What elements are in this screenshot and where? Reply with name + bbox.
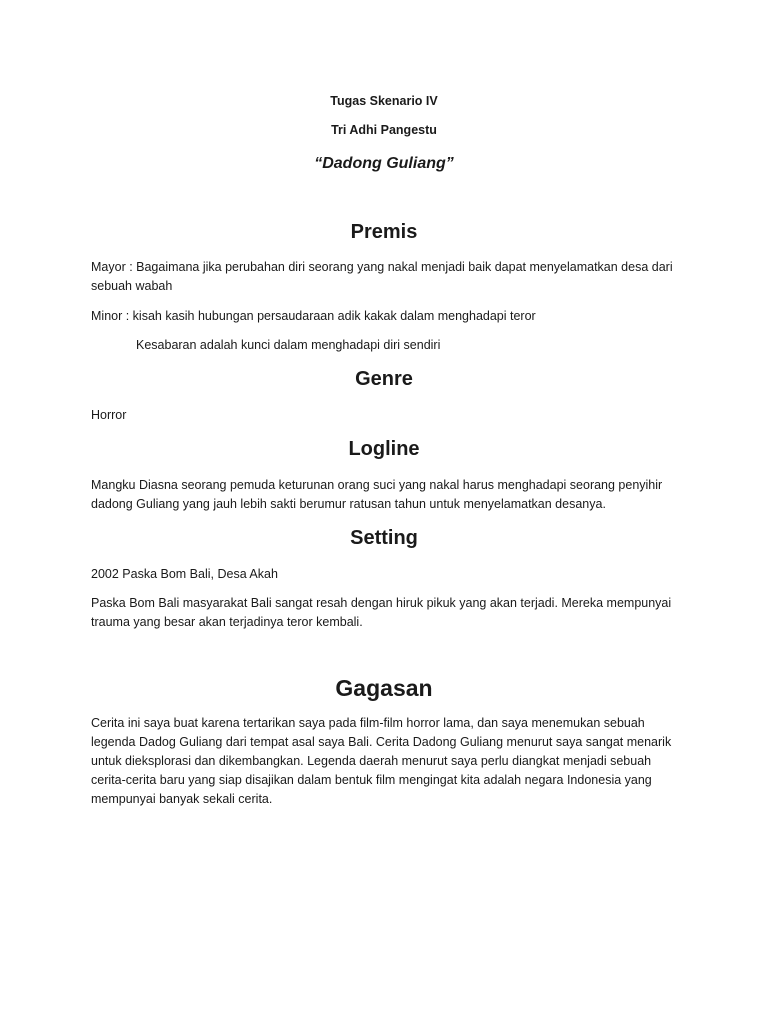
genre-value: Horror (91, 408, 127, 422)
setting-description (91, 594, 671, 632)
logline-line: dadong Guliang yang jauh lebih sakti berumur ratusan tahun untuk menyelamatkan desanya. (91, 497, 606, 511)
heading-setting: Setting (350, 527, 418, 549)
premis-minor-extra: Kesabaran adalah kunci dalam menghadapi diri sendiri (136, 338, 441, 352)
setting-line: trauma yang besar akan terjadinya teror kembali. (91, 615, 363, 629)
logline-line: Mangku Diasna seorang pemuda keturunan orang suci yang nakal harus menghadapi seorang penyihir (91, 478, 663, 492)
heading-logline: Logline (348, 438, 420, 460)
gagasan-line: cerita-cerita baru yang siap disajikan dalam bentuk film mengingat kita adalah negara Indonesia yang (91, 773, 652, 787)
gagasan-line: mempunyai banyak sekali cerita. (91, 792, 273, 806)
heading-premis: Premis (350, 221, 418, 243)
premis-mayor-line: sebuah wabah (91, 279, 173, 293)
premis-mayor-line: Mayor : Bagaimana jika perubahan diri seorang yang nakal menjadi baik dapat menyelamatkan desa dari (91, 260, 673, 274)
assignment-title: Tugas Skenario IV (330, 94, 438, 108)
heading-gagasan: Gagasan (335, 675, 433, 701)
logline-text (91, 476, 662, 514)
story-title: “Dadong Guliang” (314, 155, 454, 172)
premis-mayor (91, 258, 673, 296)
gagasan-line: Cerita ini saya buat karena tertarikan saya pada film-film horror lama, dan saya menemukan sebuah (91, 716, 645, 730)
heading-genre: Genre (355, 368, 413, 390)
premis-minor: Minor : kisah kasih hubungan persaudaraan adik kakak dalam menghadapi teror (91, 309, 536, 323)
setting-line: Paska Bom Bali masyarakat Bali sangat resah dengan hiruk pikuk yang akan terjadi. Mereka mempunyai (91, 596, 672, 610)
author-name: Tri Adhi Pangestu (331, 123, 437, 137)
gagasan-text (91, 714, 671, 809)
gagasan-line: legenda Dadog Guliang dari tempat asal saya Bali. Cerita Dadong Guliang menurut saya sangat menarik (91, 735, 672, 749)
setting-time-place: 2002 Paska Bom Bali, Desa Akah (91, 567, 278, 581)
gagasan-line: untuk dieksplorasi dan dikembangkan. Legenda daerah menurut saya perlu diangkat menjadi sebuah (91, 754, 652, 768)
